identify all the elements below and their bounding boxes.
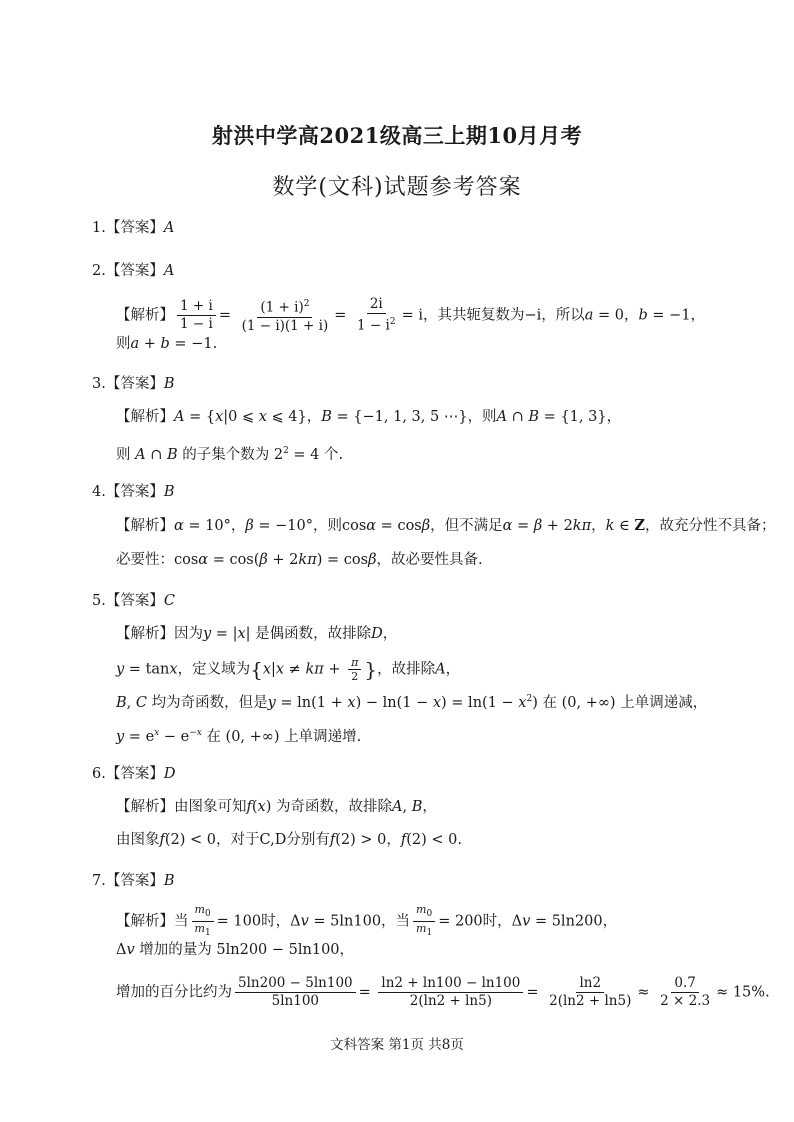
page-subtitle: 数学(文科)试题参考答案 — [272, 175, 522, 200]
page-footer: 文科答案 第1页 共8页 — [330, 1037, 464, 1053]
explanation-3-line-2: 则 A ∩ B 的子集个数为 $2^2 = 4$ 个. — [116, 446, 344, 463]
page-title: 射洪中学高2021级高三上期10月月考 — [211, 123, 583, 148]
explanation-2-line-1: 【解析】 $\frac{1 + i}{1 - i}$ = $\frac{(1 + i)^2}{(1 - i)(1 + i)}$ = $\frac{2i}{1 - i^2}$ = i，其共轭复数为−i，所以a = 0，b = −1， — [116, 296, 706, 334]
explanation-4-line-2: 必要性：cosα = cos(β + 2kπ) = cosβ，故必要性具备. — [116, 552, 483, 568]
answer-5: 5.【答案】C — [92, 593, 175, 609]
answer-2: 2.【答案】A — [92, 263, 175, 279]
answer-7: 7.【答案】B — [92, 873, 175, 889]
explanation-5-line-1: 【解析】因为y = |x| 是偶函数，故排除D， — [116, 626, 398, 642]
answer-3: 3.【答案】B — [92, 376, 175, 392]
explanation-5-line-2: y = tanx，定义域为{x|x ≠ kπ + $\frac{\pi}{2}$ }，故排除A， — [116, 656, 461, 683]
answer-6: 6.【答案】D — [92, 766, 176, 782]
explanation-3-line-1: 【解析】A = {x|0 ⩽ x ⩽ 4}，B = {−1, 1, 3, 5 ⋯}，则A ∩ B = {1, 3}， — [116, 409, 622, 425]
explanation-5-line-4: $y = e^x - e^{-x}$ 在 (0, +∞) 上单调递增. — [116, 728, 362, 745]
explanation-6-line-1: 【解析】由图象可知f(x) 为奇函数，故排除A, B， — [116, 799, 437, 815]
explanation-4-line-1: 【解析】α = 10°，β = −10°，则cosα = cosβ，但不满足α = β + 2kπ，k ∈ Z，故充分性不具备； — [116, 517, 776, 534]
explanation-7-line-1: 【解析】当 $\frac{m_0}{m_1}$ = 100时，Δv = 5ln100，当 $\frac{m_0}{m_1}$ = 200时，Δv = 5ln200， — [116, 903, 618, 939]
explanation-2-line-2: 则a + b = −1. — [116, 336, 218, 352]
explanation-5-line-3: B, C 均为奇函数，但是$y = \ln(1 + x) - \ln(1 - x) = \ln(1 - x^2)$ 在 (0, +∞) 上单调递减， — [116, 694, 708, 711]
answer-1: 1.【答案】A — [92, 220, 175, 236]
answer-4: 4.【答案】B — [92, 484, 175, 500]
explanation-7-line-2: Δv 增加的量为 5ln200 − 5ln100， — [116, 942, 355, 958]
explanation-6-line-2: 由图象f(2) < 0，对于C,D分别有f(2) > 0，f(2) < 0. — [116, 832, 462, 848]
explanation-7-line-3: 增加的百分比约为 $\frac{5\ln 200 - 5\ln 100}{5\ln 100}$ = $\frac{\ln 2 + \ln 100 - \ln 100}{2(\ln 2 + \ln 5)}$ = $\frac{\ln 2}{2(\ln 2 + \ln 5)}$ ≈ $\frac{0.7}{2 \times 2.3}$ ≈ 15%. — [116, 975, 770, 1009]
